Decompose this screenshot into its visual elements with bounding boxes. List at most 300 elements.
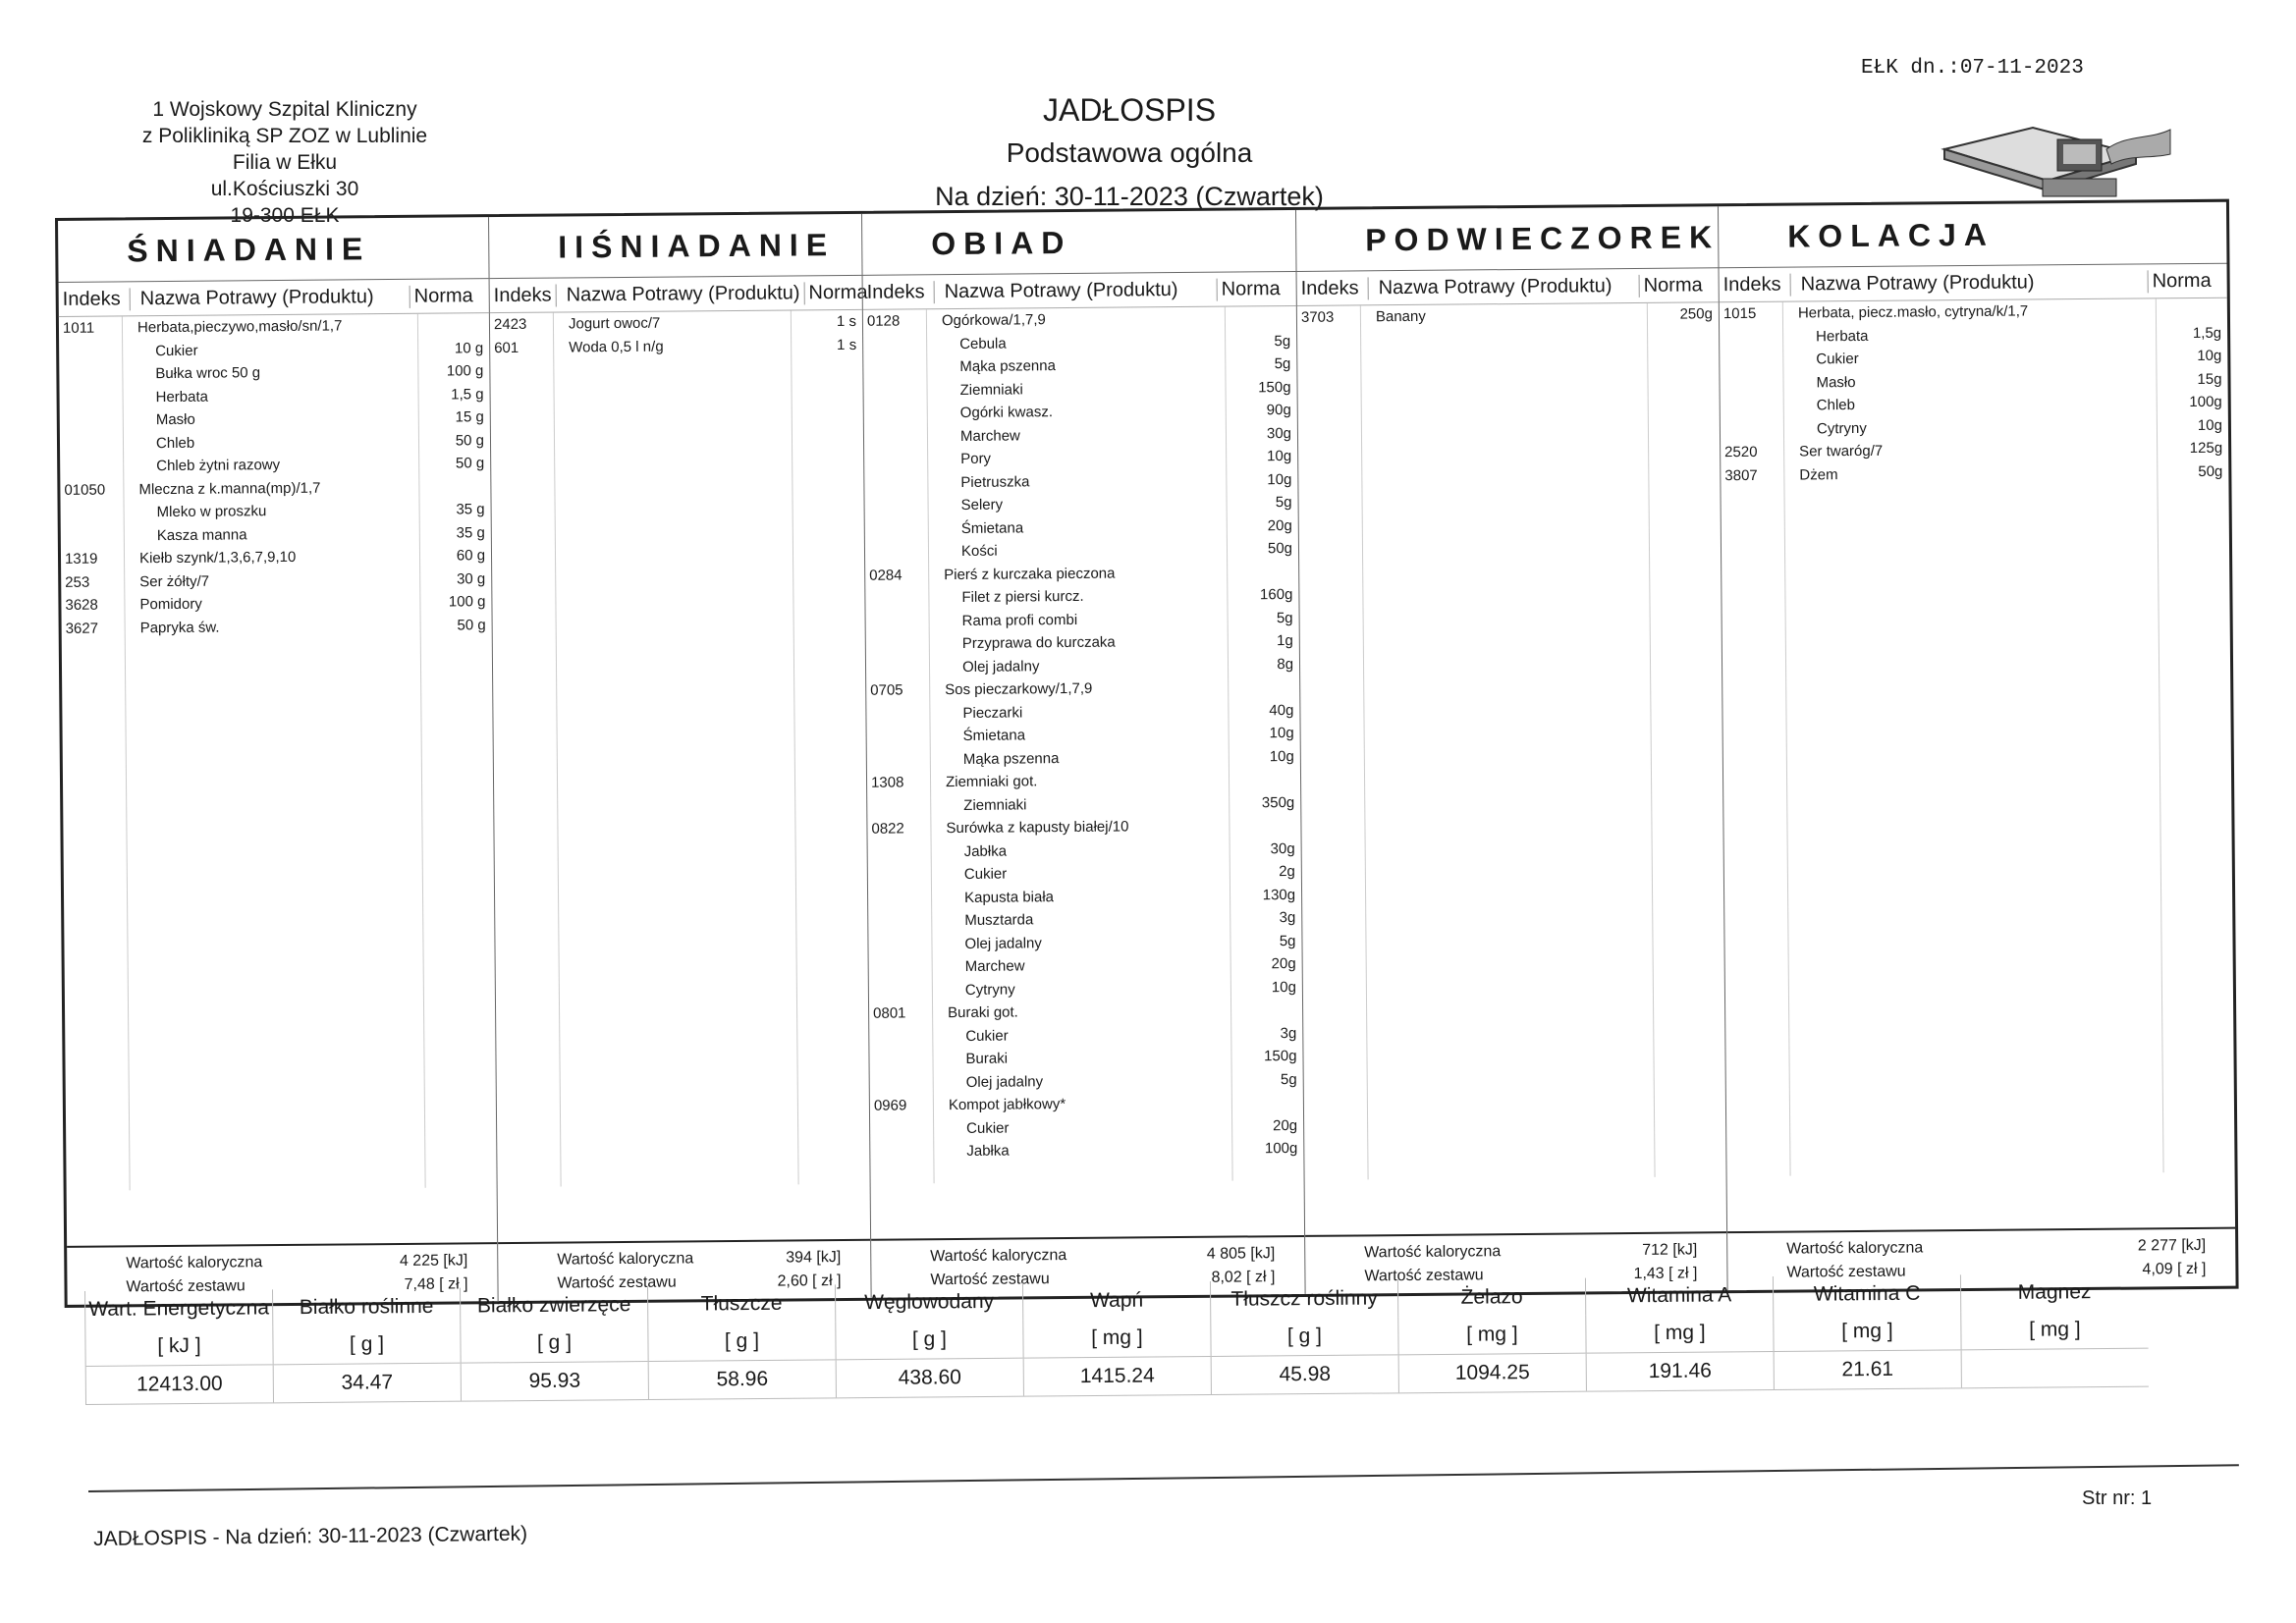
row-name: Chleb żytni razowy xyxy=(156,457,281,475)
row-name: Woda 0,5 l n/g xyxy=(569,338,664,355)
row-name: Mąka pszenna xyxy=(959,357,1056,375)
row-norm xyxy=(1235,768,1300,791)
nutrition-summary xyxy=(84,1272,2246,1405)
row-name: Przyprawa do kurczaka xyxy=(961,633,1116,652)
row-name: Herbata xyxy=(1816,327,1869,345)
row-name: Ziemniaki xyxy=(963,795,1027,814)
row-norm xyxy=(2162,298,2227,322)
hospital-line: z Polikliniką SP ZOZ w Lublinie xyxy=(141,125,428,147)
set-value-label: Wartość zestawu xyxy=(126,1277,246,1296)
row-name: Kiełb szynk/1,3,6,7,9,10 xyxy=(138,548,297,568)
column-header-index: Indeks xyxy=(1720,273,1791,297)
meal-title: KOLACJA xyxy=(1787,216,1995,254)
row-norm: 50 g xyxy=(455,455,485,472)
kcal-label: Wartość kaloryczna xyxy=(1786,1239,1924,1258)
row-index xyxy=(869,955,932,979)
row-norm: 130g xyxy=(1262,886,1296,903)
summary-unit: [ g ] xyxy=(836,1321,1023,1360)
summary-value: 21.61 xyxy=(1774,1350,1961,1390)
row-index xyxy=(59,340,122,363)
row-name: Marchew xyxy=(964,957,1025,975)
row-name: Marchew xyxy=(959,426,1020,445)
row-index xyxy=(867,748,930,772)
column-header-name: Nazwa Potrawy (Produktu) xyxy=(1791,270,2149,296)
row-index xyxy=(863,333,926,356)
row-name: Buraki got. xyxy=(948,1003,1018,1022)
column-divider xyxy=(1360,305,1369,1179)
row-index xyxy=(864,494,927,517)
row-index xyxy=(59,362,122,386)
column-headers xyxy=(1720,263,2227,303)
row-norm xyxy=(1235,814,1300,838)
summary-label: Białko roślinne xyxy=(272,1288,460,1327)
row-index xyxy=(864,448,927,471)
summary-unit: [ g ] xyxy=(1211,1317,1398,1356)
row-name: Jogurt owoc/7 xyxy=(568,314,661,333)
column-header-name: Nazwa Potrawy (Produktu) xyxy=(1369,274,1640,298)
dish-row xyxy=(490,310,862,337)
row-name: Olej jadalny xyxy=(964,934,1042,952)
meal-column-sniadanie xyxy=(58,217,498,1305)
row-norm: 30 g xyxy=(456,569,486,587)
row-norm xyxy=(1237,999,1302,1022)
row-norm: 10g xyxy=(1267,448,1292,465)
summary-label: Wart. Energetyczna xyxy=(84,1289,272,1328)
row-name: Chleb xyxy=(1816,397,1856,414)
column-divider xyxy=(553,313,562,1187)
row-norm: 100 g xyxy=(448,593,486,611)
row-norm: 10g xyxy=(1271,978,1296,996)
set-value: 1,43 [ zł ] xyxy=(1633,1265,1698,1283)
row-index xyxy=(1720,325,1782,349)
row-name: Cukier xyxy=(1816,350,1859,368)
row-norm: 20g xyxy=(1267,516,1292,534)
row-index xyxy=(869,1025,932,1049)
row-index xyxy=(865,586,928,610)
row-index xyxy=(870,1117,933,1141)
row-index xyxy=(866,632,929,656)
row-name: Mleko w proszku xyxy=(156,503,267,521)
row-norm: 160g xyxy=(1259,586,1293,604)
row-name: Jabłka xyxy=(963,842,1008,860)
row-index xyxy=(867,794,930,818)
row-norm: 20g xyxy=(1271,955,1296,973)
row-name: Selery xyxy=(960,496,1004,514)
summary-unit: [ mg ] xyxy=(1398,1316,1586,1355)
meal-column-drugie-sniadanie xyxy=(488,214,871,1301)
row-name: Śmietana xyxy=(960,518,1024,537)
row-norm: 250g xyxy=(1679,305,1713,323)
summary-value: 58.96 xyxy=(648,1360,836,1400)
row-index xyxy=(867,725,930,748)
row-name: Kości xyxy=(960,542,998,560)
row-index xyxy=(864,425,927,449)
row-name: Bułka wroc 50 g xyxy=(155,364,261,383)
row-norm: 8g xyxy=(1277,655,1294,673)
row-index: 0822 xyxy=(871,820,904,838)
kcal-label: Wartość kaloryczna xyxy=(930,1247,1067,1266)
row-name: Herbata xyxy=(155,388,209,406)
set-value: 2,60 [ zł ] xyxy=(777,1272,842,1290)
row-name: Filet z piersi kurcz. xyxy=(961,587,1084,606)
row-norm xyxy=(424,313,489,337)
column-header-norm: Norma xyxy=(413,284,473,307)
row-index xyxy=(60,455,123,478)
summary-label: Węglowodany xyxy=(835,1283,1022,1323)
summary-value xyxy=(1961,1348,2149,1388)
row-name: Ziemniaki xyxy=(959,380,1023,399)
row-index: 2520 xyxy=(1724,443,1758,461)
hospital-line: 1 Wojskowy Szpital Kliniczny xyxy=(152,98,417,121)
row-norm: 35 g xyxy=(456,501,485,518)
row-name: Cebula xyxy=(959,335,1007,352)
column-divider xyxy=(791,310,799,1184)
hospital-line: 19-300 EŁK xyxy=(230,204,340,227)
dish-row xyxy=(490,333,862,359)
kcal-label: Wartość kaloryczna xyxy=(557,1250,694,1269)
footer-document-label: JADŁOSPIS - Na dzień: 30-11-2023 (Czwartek) xyxy=(93,1522,528,1550)
row-index xyxy=(869,1048,932,1071)
meal-rows xyxy=(490,310,870,1187)
row-index: 601 xyxy=(494,339,519,356)
row-name: Banany xyxy=(1375,307,1426,326)
row-index xyxy=(865,517,928,541)
row-index: 0705 xyxy=(870,681,903,699)
row-index: 3628 xyxy=(65,596,98,614)
column-header-index: Indeks xyxy=(1297,277,1369,300)
row-name: Ogórkowa/1,7,9 xyxy=(941,311,1046,330)
row-norm: 90g xyxy=(1266,402,1291,419)
row-norm: 125g xyxy=(2189,439,2223,458)
row-name: Chleb xyxy=(155,434,195,452)
column-headers xyxy=(490,275,868,313)
set-value-label: Wartość zestawu xyxy=(557,1273,677,1292)
hospital-address xyxy=(108,96,462,229)
kcal-value: 4 225 [kJ] xyxy=(399,1252,468,1270)
set-value: 8,02 [ zł ] xyxy=(1211,1269,1276,1286)
footer-divider xyxy=(88,1464,2239,1492)
row-name: Ser twaróg/7 xyxy=(1799,442,1884,460)
row-name: Rama profi combi xyxy=(961,611,1078,629)
row-norm: 10 g xyxy=(454,339,484,356)
row-index: 1015 xyxy=(1722,304,1757,323)
row-norm: 40g xyxy=(1269,701,1294,719)
dish-row xyxy=(62,614,492,640)
column-header-name: Nazwa Potrawy (Produktu) xyxy=(557,282,805,306)
row-name: Pory xyxy=(960,450,992,467)
row-name: Cytryny xyxy=(1816,419,1867,437)
row-norm: 1,5 g xyxy=(451,385,484,403)
row-norm xyxy=(1234,676,1299,699)
row-norm: 50g xyxy=(2198,462,2223,480)
kcal-label: Wartość kaloryczna xyxy=(1364,1243,1502,1262)
row-index: 01050 xyxy=(64,481,106,499)
document-title: JADŁOSPIS xyxy=(1042,92,1217,128)
row-norm: 2g xyxy=(1279,863,1295,881)
dish-row xyxy=(1721,460,2228,487)
row-name: Dżem xyxy=(1799,465,1838,484)
row-norm xyxy=(1233,560,1298,583)
row-index xyxy=(61,524,124,548)
column-header-norm: Norma xyxy=(808,281,868,303)
row-index: 1011 xyxy=(62,319,95,337)
row-norm: 1 s xyxy=(837,336,857,353)
row-name: Olej jadalny xyxy=(961,657,1040,676)
row-norm: 350g xyxy=(1261,793,1295,811)
row-index xyxy=(1721,417,1783,441)
kcal-value: 4 805 [kJ] xyxy=(1206,1245,1276,1263)
hospital-line: Filia w Ełku xyxy=(232,151,338,174)
row-norm: 10g xyxy=(1269,725,1294,742)
row-index xyxy=(866,610,929,633)
row-name: Masło xyxy=(155,410,195,429)
summary-label: Wapń xyxy=(1022,1281,1210,1321)
column-header-norm: Norma xyxy=(1643,273,1703,297)
row-norm: 1,5g xyxy=(2192,324,2222,342)
set-value-label: Wartość zestawu xyxy=(1786,1263,1906,1281)
set-value-label: Wartość zestawu xyxy=(930,1271,1050,1289)
row-name: Pierś z kurczaka pieczona xyxy=(944,565,1116,583)
row-index xyxy=(863,355,926,379)
row-norm xyxy=(1238,1091,1303,1114)
row-norm xyxy=(425,475,490,499)
row-norm: 150g xyxy=(1258,378,1291,396)
summary-label: Witamina C xyxy=(1773,1274,1960,1314)
column-header-norm: Norma xyxy=(2152,269,2212,292)
column-header-norm: Norma xyxy=(1221,277,1281,300)
set-value-label: Wartość zestawu xyxy=(1364,1267,1484,1285)
row-norm: 10g xyxy=(1269,747,1294,765)
column-headers xyxy=(59,278,489,317)
column-header-index: Indeks xyxy=(863,281,935,304)
row-norm xyxy=(1231,306,1296,330)
row-index xyxy=(868,840,931,864)
meal-title: OBIAD xyxy=(931,224,1072,261)
meal-title: IIŚNIADANIE xyxy=(558,226,836,265)
row-norm: 20g xyxy=(1273,1116,1298,1134)
summary-value: 45.98 xyxy=(1211,1355,1398,1395)
meal-rows xyxy=(1720,298,2235,1176)
row-index xyxy=(59,386,122,409)
row-norm: 50g xyxy=(1267,540,1293,558)
row-index: 253 xyxy=(65,573,90,591)
row-index xyxy=(864,471,927,495)
row-name: Kapusta biała xyxy=(963,888,1055,906)
meal-rows xyxy=(863,306,1304,1184)
row-name: Cukier xyxy=(965,1027,1009,1045)
row-norm: 15g xyxy=(2197,370,2222,388)
column-headers xyxy=(1297,267,1719,306)
row-name: Śmietana xyxy=(962,727,1026,744)
summary-value: 438.60 xyxy=(836,1358,1023,1398)
row-index xyxy=(60,432,123,456)
column-header-name: Nazwa Potrawy (Produktu) xyxy=(935,278,1218,303)
row-index: 2423 xyxy=(493,315,527,334)
row-name: Pomidory xyxy=(139,595,202,614)
row-name: Ser żółty/7 xyxy=(139,572,210,590)
summary-unit: [ mg ] xyxy=(1961,1311,2149,1350)
meal-title: PODWIECZOREK xyxy=(1365,218,1721,257)
column-header-index: Indeks xyxy=(59,288,131,311)
summary-value: 191.46 xyxy=(1586,1351,1774,1391)
meal-rows xyxy=(1297,302,1726,1180)
row-norm: 100g xyxy=(2189,393,2222,411)
row-norm: 50 g xyxy=(457,616,486,633)
row-index xyxy=(868,863,931,887)
row-name: Ziemniaki got. xyxy=(945,773,1038,791)
row-index xyxy=(863,379,926,403)
row-index xyxy=(60,408,123,432)
column-header-index: Indeks xyxy=(490,284,557,307)
row-name: Ogórki kwasz. xyxy=(959,404,1054,421)
kcal-value: 2 277 [kJ] xyxy=(2137,1236,2207,1255)
row-name: Sos pieczarkowy/1,7,9 xyxy=(945,679,1093,699)
summary-value: 1415.24 xyxy=(1023,1356,1211,1396)
row-norm: 5g xyxy=(1279,932,1296,949)
kcal-value: 394 [kJ] xyxy=(786,1249,842,1267)
row-name: Cukier xyxy=(963,865,1008,883)
row-name: Kompot jabłkowy* xyxy=(948,1096,1066,1114)
row-name: Cytryny xyxy=(964,980,1015,999)
summary-unit: [ mg ] xyxy=(1023,1319,1211,1358)
row-norm: 10g xyxy=(2197,347,2222,364)
row-norm: 100 g xyxy=(446,362,484,380)
row-norm: 15 g xyxy=(455,408,484,426)
meal-rows xyxy=(59,313,497,1191)
row-name: Mąka pszenna xyxy=(962,749,1060,768)
row-index xyxy=(864,402,927,425)
row-name: Papryka św. xyxy=(139,619,220,636)
summary-unit: [ mg ] xyxy=(1774,1312,1961,1351)
row-index xyxy=(870,1140,933,1163)
set-value: 7,48 [ zł ] xyxy=(404,1275,468,1293)
summary-unit: [ g ] xyxy=(273,1325,461,1365)
row-norm: 5g xyxy=(1274,332,1291,350)
row-norm: 5g xyxy=(1274,355,1291,373)
row-index xyxy=(1720,371,1782,395)
row-index: 1319 xyxy=(64,550,98,568)
set-value: 4,09 [ zł ] xyxy=(2142,1260,2207,1278)
row-norm: 1g xyxy=(1277,632,1293,650)
row-name: Masło xyxy=(1816,373,1856,391)
row-name: Pietruszka xyxy=(960,472,1030,491)
row-name: Cukier xyxy=(155,342,198,359)
row-norm: 30g xyxy=(1270,839,1295,857)
row-index xyxy=(869,979,932,1002)
row-norm: 3g xyxy=(1280,1024,1297,1042)
row-name: Olej jadalny xyxy=(965,1072,1044,1091)
page-number: Str nr: 1 xyxy=(2082,1488,2153,1509)
row-index xyxy=(1721,395,1783,418)
row-index: 3627 xyxy=(65,620,99,637)
row-name: Herbata, piecz.masło, cytryna/k/1,7 xyxy=(1797,302,2029,322)
row-name: Buraki xyxy=(965,1050,1009,1067)
row-norm: 30g xyxy=(1266,424,1292,442)
summary-label: Tłuszcz roślinny xyxy=(1210,1279,1397,1319)
row-name: Herbata,pieczywo,masło/sn/1,7 xyxy=(137,317,343,337)
row-norm: 100g xyxy=(1264,1139,1298,1158)
summary-unit: [ g ] xyxy=(648,1322,836,1361)
summary-value: 12413.00 xyxy=(85,1365,273,1405)
row-index xyxy=(865,540,928,564)
kcal-value: 712 [kJ] xyxy=(1642,1241,1698,1259)
row-index: 1308 xyxy=(870,774,904,791)
summary-label: Magnez xyxy=(1960,1273,2148,1313)
row-index xyxy=(61,501,124,524)
column-divider xyxy=(1647,303,1656,1177)
meal-column-obiad xyxy=(861,210,1305,1298)
column-headers xyxy=(863,271,1296,310)
ingredient-row xyxy=(870,1137,1303,1163)
row-index: 0801 xyxy=(873,1004,906,1022)
row-index: 3703 xyxy=(1300,308,1335,326)
row-name: Pieczarki xyxy=(962,703,1023,722)
row-index xyxy=(1720,349,1782,372)
row-index: 3807 xyxy=(1724,466,1758,484)
menu-table xyxy=(55,199,2239,1308)
row-index xyxy=(870,1071,933,1095)
row-name: Surówka z kapusty białej/10 xyxy=(946,818,1129,838)
row-index: 0969 xyxy=(873,1097,907,1114)
row-index xyxy=(866,702,929,726)
row-name: Kasza manna xyxy=(156,525,247,544)
summary-label: Tłuszcze xyxy=(647,1284,835,1324)
hospital-line: ul.Kościuszki 30 xyxy=(210,178,359,200)
meal-column-kolacja xyxy=(1718,202,2236,1290)
kcal-label: Wartość kaloryczna xyxy=(126,1254,263,1272)
summary-value: 1094.25 xyxy=(1398,1353,1586,1393)
row-norm: 50 g xyxy=(455,431,485,449)
row-name: Musztarda xyxy=(964,911,1034,929)
row-norm: 3g xyxy=(1279,909,1296,927)
summary-unit: [ kJ ] xyxy=(85,1326,273,1366)
summary-unit: [ g ] xyxy=(461,1324,648,1363)
row-norm: 35 g xyxy=(456,523,485,541)
summary-value: 95.93 xyxy=(461,1361,648,1401)
meal-column-podwieczorek xyxy=(1295,206,1727,1294)
summary-label: Witamina A xyxy=(1585,1276,1773,1316)
row-norm: 1 s xyxy=(836,312,857,331)
row-index xyxy=(868,933,931,956)
document-title-block xyxy=(835,88,1424,218)
summary-label: Białko zwierzęce xyxy=(460,1286,647,1325)
meal-title: ŚNIADANIE xyxy=(127,230,371,268)
document-subtitle: Podstawowa ogólna xyxy=(1006,137,1253,168)
summary-label: Żelazo xyxy=(1397,1278,1585,1318)
row-index xyxy=(868,909,931,933)
row-name: Mleczna z k.manna(mp)/1,7 xyxy=(138,479,321,498)
row-norm: 10g xyxy=(2197,416,2222,434)
row-name: Cukier xyxy=(966,1119,1010,1137)
computer-illustration-icon xyxy=(1940,110,2175,208)
row-name: Jabłka xyxy=(966,1142,1010,1160)
row-index xyxy=(868,887,931,910)
row-index: 0128 xyxy=(866,312,901,330)
summary-value: 34.47 xyxy=(273,1363,461,1403)
document-date: Na dzień: 30-11-2023 (Czwartek) xyxy=(935,182,1324,211)
summary-unit: [ mg ] xyxy=(1586,1314,1774,1353)
row-norm: 60 g xyxy=(456,547,486,565)
print-date-stamp: EŁK dn.:07-11-2023 xyxy=(1861,57,2084,80)
row-norm: 5g xyxy=(1275,494,1292,512)
row-index xyxy=(866,656,929,679)
row-norm: 10g xyxy=(1267,470,1292,488)
row-norm: 5g xyxy=(1280,1070,1297,1088)
row-norm: 5g xyxy=(1276,609,1293,626)
column-header-name: Nazwa Potrawy (Produktu) xyxy=(131,285,410,309)
row-index: 0284 xyxy=(869,566,902,584)
row-norm: 150g xyxy=(1264,1047,1297,1065)
